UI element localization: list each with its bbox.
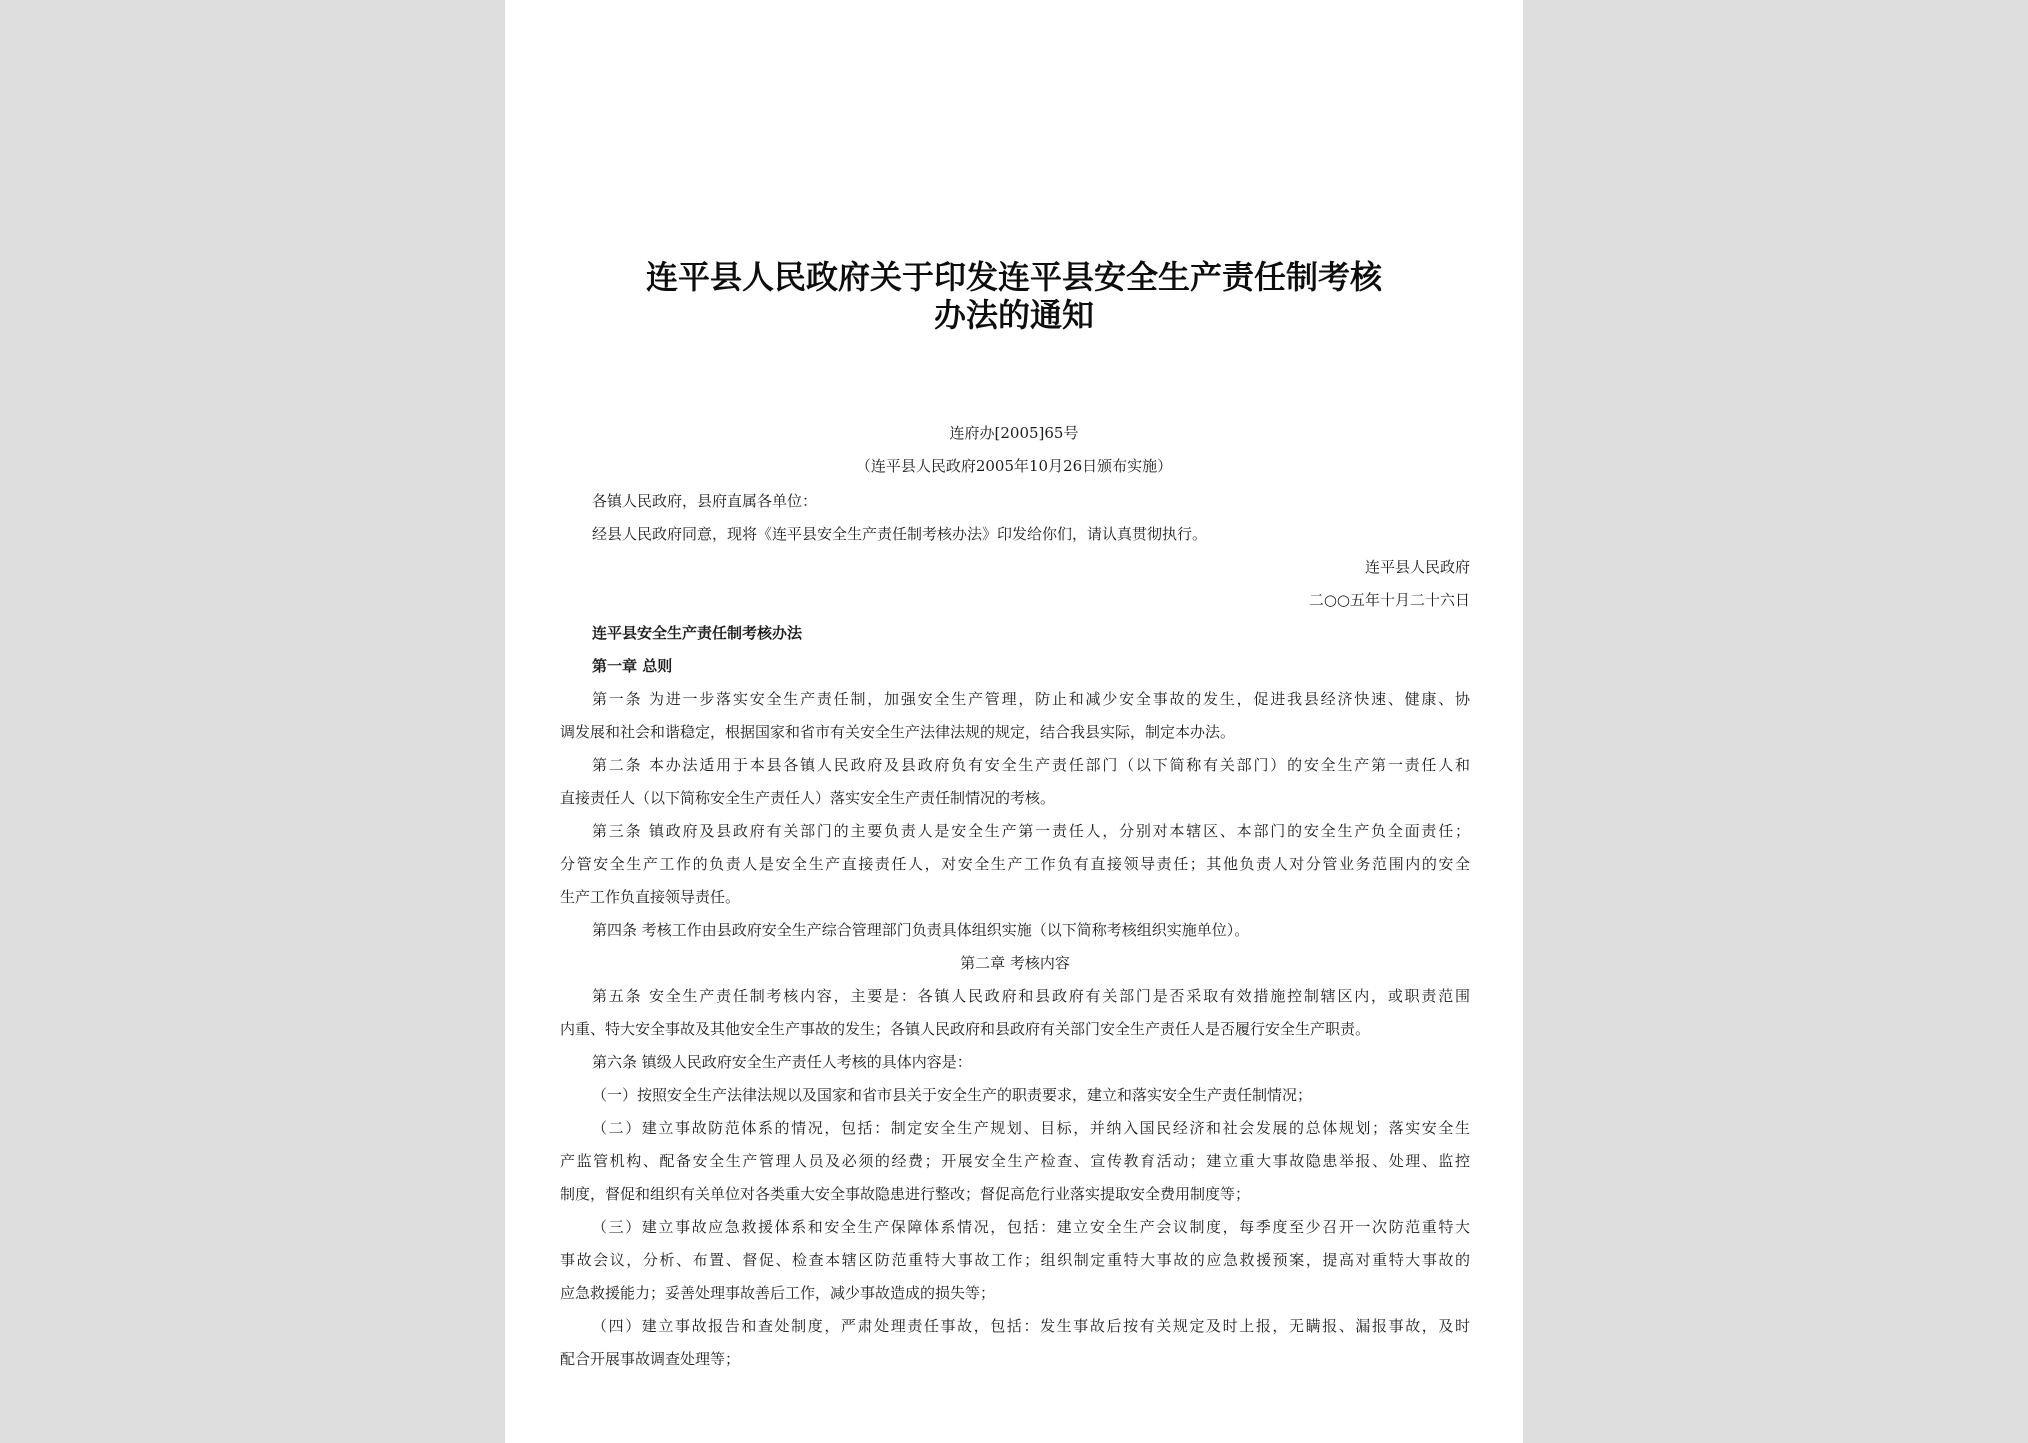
issue-note: （连平县人民政府2005年10月26日颁布实施） xyxy=(855,457,1173,475)
signature-date: 二○○五年十月二十六日 xyxy=(1308,591,1470,609)
article-3-line-1: 第三条 镇政府及县政府有关部门的主要负责人是安全生产第一责任人，分别对本辖区、本部门的安全生产负全面责任； xyxy=(592,822,1470,840)
item-2-line-2: 产监管机构、配备安全生产管理人员及必须的经费；开展安全生产检查、宣传教育活动；建立重大事故隐患举报、处理、监控 xyxy=(560,1152,1470,1170)
item-3-line-1: （三）建立事故应急救援体系和安全生产保障体系情况，包括：建立安全生产会议制度，每季度至少召开一次防范重特大 xyxy=(592,1218,1470,1236)
item-4-line-2: 配合开展事故调查处理等； xyxy=(560,1350,741,1368)
notice-body: 经县人民政府同意，现将《连平县安全生产责任制考核办法》印发给你们，请认真贯彻执行。 xyxy=(592,525,1208,543)
article-1-line-2: 调发展和社会和谐稳定，根据国家和省市有关安全生产法律法规的规定，结合我县实际，制定本办法。 xyxy=(560,723,1236,741)
item-3-line-3: 应急救援能力；妥善处理事故善后工作，减少事故造成的损失等； xyxy=(560,1284,996,1302)
item-2-line-1: （二）建立事故防范体系的情况，包括：制定安全生产规划、目标，并纳入国民经济和社会发展的总体规划；落实安全生 xyxy=(592,1119,1470,1137)
title-line-2: 办法的通知 xyxy=(933,296,1094,334)
article-5-line-2: 内重、特大安全事故及其他安全生产事故的发生；各镇人民政府和县政府有关部门安全生产责任人是否履行安全生产职责。 xyxy=(560,1020,1371,1038)
item-4-line-1: （四）建立事故报告和查处制度，严肃处理责任事故，包括：发生事故后按有关规定及时上报，无瞒报、漏报事故，及时 xyxy=(592,1317,1470,1335)
article-3-line-3: 生产工作负直接领导责任。 xyxy=(560,888,741,906)
title-line-1: 连平县人民政府关于印发连平县安全生产责任制考核 xyxy=(645,258,1382,296)
item-3-line-2: 事故会议，分析、布置、督促、检查本辖区防范重特大事故工作；组织制定重特大事故的应急救援预案，提高对重特大事故的 xyxy=(560,1251,1470,1269)
signature-org: 连平县人民政府 xyxy=(1364,558,1470,576)
article-6: 第六条 镇级人民政府安全生产责任人考核的具体内容是： xyxy=(592,1053,972,1071)
item-2-line-3: 制度，督促和组织有关单位对各类重大安全事故隐患进行整改；督促高危行业落实提取安全费用制度等； xyxy=(560,1185,1251,1203)
article-5-line-1: 第五条 安全生产责任制考核内容，主要是：各镇人民政府和县政府有关部门是否采取有效措施控制辖区内，或职责范围 xyxy=(592,987,1470,1005)
article-4: 第四条 考核工作由县政府安全生产综合管理部门负责具体组织实施（以下简称考核组织实施单位）。 xyxy=(592,921,1250,939)
document-number: 连府办[2005]65号 xyxy=(949,424,1079,442)
document-page xyxy=(505,0,1523,1443)
chapter-1-heading: 第一章 总则 xyxy=(592,657,673,675)
article-1-line-1: 第一条 为进一步落实安全生产责任制，加强安全生产管理，防止和减少安全事故的发生，促进我县经济快速、健康、协 xyxy=(592,690,1470,708)
item-1: （一）按照安全生产法律法规以及国家和省市县关于安全生产的职责要求，建立和落实安全生产责任制情况； xyxy=(592,1086,1313,1104)
article-2-line-2: 直接责任人（以下简称安全生产责任人）落实安全生产责任制情况的考核。 xyxy=(560,789,1056,807)
document-title xyxy=(565,258,1463,334)
measures-title: 连平县安全生产责任制考核办法 xyxy=(592,624,803,642)
article-3-line-2: 分管安全生产工作的负责人是安全生产直接责任人，对安全生产工作负有直接领导责任；其他负责人对分管业务范围内的安全 xyxy=(560,855,1470,873)
chapter-2-heading: 第二章 考核内容 xyxy=(960,954,1070,972)
article-2-line-1: 第二条 本办法适用于本县各镇人民政府及县政府负有安全生产责任部门（以下简称有关部门）的安全生产第一责任人和 xyxy=(592,756,1470,774)
addressee: 各镇人民政府，县府直属各单位： xyxy=(592,492,818,510)
document-body xyxy=(560,485,1470,1376)
